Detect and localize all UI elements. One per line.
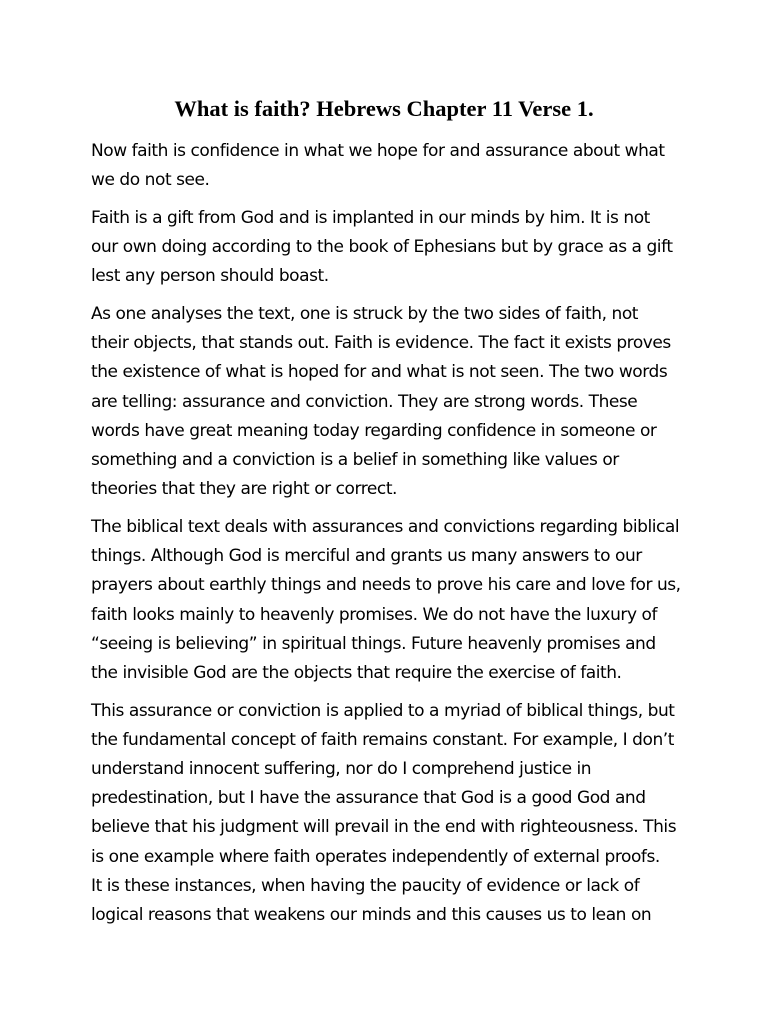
paragraph-2 xyxy=(91,204,691,292)
paragraph-line: This assurance or conviction is applied to a myriad of biblical things, but xyxy=(91,700,675,721)
paragraph-3 xyxy=(91,300,691,504)
document-title: What is faith? Hebrews Chapter 11 Verse 1. xyxy=(174,96,594,121)
paragraph-line: prayers about earthly things and needs to prove his care and love for us, xyxy=(91,575,681,596)
paragraph-line: theories that they are right or correct. xyxy=(91,479,397,500)
paragraph-line: their objects, that stands out. Faith is evidence. The fact it exists proves xyxy=(91,333,671,354)
paragraph-line: The biblical text deals with assurances and convictions regarding biblical xyxy=(91,516,680,537)
paragraph-line: It is these instances, when having the paucity of evidence or lack of xyxy=(91,875,640,896)
paragraph-line: believe that his judgment will prevail in the end with righteousness. This xyxy=(91,817,677,838)
paragraph-line: Now faith is confidence in what we hope for and assurance about what xyxy=(91,141,665,161)
paragraph-5 xyxy=(91,697,691,931)
paragraph-line: As one analyses the text, one is struck by the two sides of faith, not xyxy=(91,304,638,325)
paragraph-4 xyxy=(91,513,691,688)
paragraph-line: “seeing is believing” in spiritual things. Future heavenly promises and xyxy=(91,633,656,654)
paragraph-line: the existence of what is hoped for and what is not seen. The two words xyxy=(91,362,668,383)
paragraph-line: is one example where faith operates independently of external proofs. xyxy=(91,846,660,867)
paragraph-line: understand innocent suffering, nor do I comprehend justice in xyxy=(91,759,592,780)
paragraph-line: things. Although God is merciful and grants us many answers to our xyxy=(91,546,642,567)
paragraph-line: faith looks mainly to heavenly promises. We do not have the luxury of xyxy=(91,604,657,625)
paragraph-line: the fundamental concept of faith remains constant. For example, I don’t xyxy=(91,729,674,750)
paragraph-line: predestination, but I have the assurance that God is a good God and xyxy=(91,788,646,809)
paragraph-line: our own doing according to the book of Ephesians but by grace as a gift xyxy=(91,237,673,258)
paragraph-line: lest any person should boast. xyxy=(91,266,329,287)
paragraph-1 xyxy=(91,137,691,195)
paragraph-line: we do not see. xyxy=(91,170,210,191)
paragraph-line: Faith is a gift from God and is implanted in our minds by him. It is not xyxy=(91,207,650,228)
document-body xyxy=(91,137,691,939)
paragraph-line: logical reasons that weakens our minds and this causes us to lean on xyxy=(91,905,652,926)
paragraph-line: are telling: assurance and conviction. They are strong words. These xyxy=(91,391,638,412)
paragraph-line: the invisible God are the objects that require the exercise of faith. xyxy=(91,662,622,683)
paragraph-line: something and a conviction is a belief in something like values or xyxy=(91,450,619,471)
paragraph-line: words have great meaning today regarding confidence in someone or xyxy=(91,420,657,441)
